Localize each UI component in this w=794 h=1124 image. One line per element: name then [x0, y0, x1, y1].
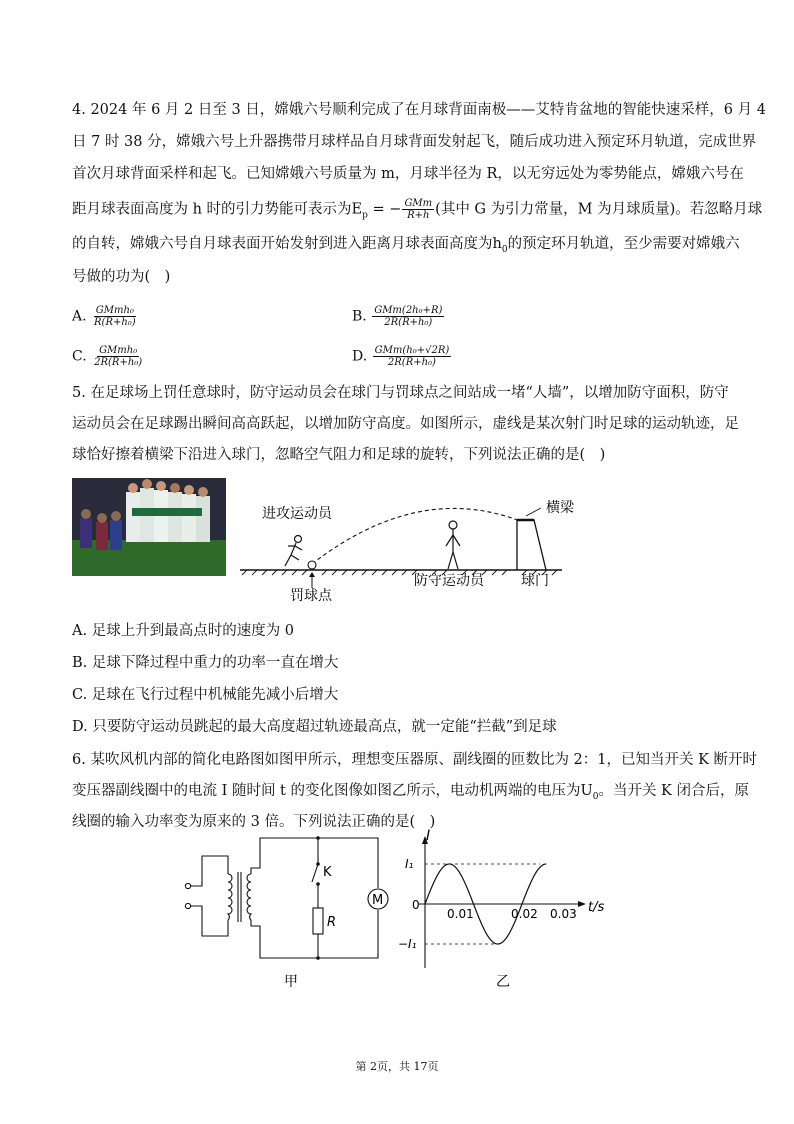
- q4-line-4-pre: 距月球表面高度为 h 时的引力势能可表示为E: [72, 201, 363, 218]
- q4-option-b-fraction: [372, 305, 444, 328]
- q4-potential-fraction: [402, 198, 434, 221]
- q6-line-2-post: 。当开关 K 闭合后，原: [598, 783, 750, 799]
- primary-terminal-top: [185, 883, 190, 888]
- q5-option-a[interactable]: A. 足球上升到最高点时的速度为 0: [72, 623, 295, 639]
- current-time-graph: [392, 826, 622, 994]
- q4-option-d[interactable]: [352, 345, 452, 368]
- junction-bottom: [316, 956, 320, 960]
- photo-attackers: [80, 509, 122, 550]
- q4-line-4: [72, 198, 762, 221]
- penalty-spot-arrowhead: [309, 572, 315, 577]
- switch-contact-bottom: [316, 882, 320, 886]
- q4-line-5: [72, 237, 740, 255]
- secondary-coil: [247, 874, 251, 920]
- circuit-diagram: [180, 834, 390, 994]
- tick-0-03: 0.03: [550, 907, 577, 921]
- primary-wire-top: [191, 856, 228, 886]
- q4-option-b[interactable]: [352, 305, 445, 328]
- q6-u0-sub: 0: [592, 791, 599, 802]
- attacker-label: 进攻运动员: [262, 506, 332, 522]
- tick-0-02: 0.02: [511, 907, 538, 921]
- x-axis-arrow: [578, 901, 586, 907]
- q5-line-1: 5. 在足球场上罚任意球时，防守运动员会在球门与罚球点之间站成一堵“人墙”，以增加防守面积，防守: [72, 385, 729, 401]
- q4-option-a-den: R(R+h₀): [94, 317, 136, 328]
- q4-option-b-num: GMm(2h₀+R): [374, 305, 443, 316]
- circuit-caption: 甲: [284, 974, 298, 990]
- q6-line-2: [72, 784, 749, 802]
- q4-eq: = −: [367, 201, 402, 218]
- q6-line-1: 6. 某吹风机内部的简化电路图如图甲所示，理想变压器原、副线圈的匝数比为 2：1，已知当开关 K 断开时: [72, 752, 758, 768]
- primary-wire-bottom: [191, 906, 228, 936]
- primary-coil: [228, 874, 232, 920]
- origin-label: 0: [412, 898, 420, 912]
- defender-label: 防守运动员: [414, 573, 484, 589]
- primary-terminal-bottom: [185, 903, 190, 908]
- goal-frame: [517, 520, 546, 570]
- photo-grass: [72, 540, 226, 576]
- motor-label: M: [372, 893, 384, 908]
- q4-option-d-num: GMm(h₀+√2R): [374, 345, 450, 356]
- q4-option-a-num: GMmh₀: [95, 305, 134, 316]
- q4-option-c[interactable]: [72, 345, 145, 368]
- q4-option-c-fraction: [92, 345, 144, 368]
- resistor-r: [313, 908, 323, 934]
- q4-line-5-pre: 的自转，嫦娥六号自月球表面开始发射到进入距离月球表面高度为h: [72, 236, 502, 252]
- y-axis-label: I: [426, 828, 431, 844]
- q4-line-2: 日 7 时 38 分，嫦娥六号上升器携带月球样品自月球背面发射起飞，随后成功进入预定环月轨道，完成世界: [72, 134, 757, 150]
- q4-option-c-den: 2R(R+h₀): [94, 357, 143, 368]
- q4-option-a-fraction: [92, 305, 138, 328]
- q5-option-b[interactable]: B. 足球下降过程中重力的功率一直在增大: [72, 655, 339, 671]
- q4-frac-den: R+h: [407, 210, 430, 221]
- ground-hatching: [242, 570, 557, 575]
- q4-option-d-den: 2R(R+h₀): [387, 357, 436, 368]
- switch-contact-top: [316, 862, 320, 866]
- junction-top: [316, 836, 320, 840]
- switch-k: [312, 864, 318, 882]
- trough-label: −I₁: [398, 937, 417, 951]
- q4-h0-sub: 0: [501, 244, 508, 255]
- switch-label: K: [323, 865, 332, 880]
- secondary-wire-top: [251, 838, 378, 888]
- ball-icon: [308, 561, 316, 569]
- q4-line-5-post: 的预定环月轨道，至少需要对嫦娥六: [507, 236, 740, 252]
- q4-line-4-post: (其中 G 为引力常量，M 为月球质量)。若忽略月球: [435, 201, 763, 218]
- graph-caption: 乙: [496, 974, 510, 990]
- q4-line-3: 首次月球背面采样和起飞。已知嫦娥六号质量为 m，月球半径为 R，以无穷远处为零势能点，嫦娥六号在: [72, 166, 744, 182]
- goal-label: 球门: [521, 573, 549, 589]
- q4-option-a[interactable]: [72, 305, 139, 328]
- penalty-spot-label: 罚球点: [290, 588, 332, 604]
- crossbar-label: 横梁: [546, 500, 574, 516]
- free-kick-diagram: [236, 488, 574, 604]
- q5-line-2: 运动员会在足球踢出瞬间高高跃起，以增加防守高度。如图所示，虚线是某次射门时足球的运动轨迹，足: [72, 416, 739, 432]
- x-axis-label: t/s: [588, 900, 605, 915]
- q4-option-a-label: A.: [72, 308, 87, 325]
- q4-frac-num: GMm: [404, 198, 433, 209]
- q5-option-c[interactable]: C. 足球在飞行过程中机械能先减小后增大: [72, 687, 339, 703]
- q5-option-d[interactable]: D. 只要防守运动员跳起的最大高度超过轨迹最高点，就一定能“拦截”到足球: [72, 719, 557, 735]
- ball-trajectory: [312, 508, 520, 564]
- tick-0-01: 0.01: [447, 907, 474, 921]
- q4-line-1: 4. 2024 年 6 月 2 日至 3 日，嫦娥六号顺利完成了在月球背面南极——艾特肯盆地的智能快速采样，6 月 4: [72, 102, 766, 118]
- q4-option-c-label: C.: [72, 348, 87, 365]
- q4-option-d-fraction: [373, 345, 452, 368]
- crossbar-leader: [526, 508, 541, 516]
- free-kick-photo: [72, 478, 226, 576]
- q6-line-2-pre: 变压器副线圈中的电流 I 随时间 t 的变化图像如图乙所示，电动机两端的电压为U: [72, 783, 593, 799]
- attacker-figure: [285, 536, 302, 567]
- q4-option-b-den: 2R(R+h₀): [384, 317, 433, 328]
- q4-option-d-label: D.: [352, 348, 368, 365]
- resistor-label: R: [327, 915, 337, 930]
- defender-figure: [446, 521, 460, 569]
- q4-ep-sub: p: [362, 210, 368, 221]
- q5-line-3: 球恰好擦着横梁下沿进入球门，忽略空气阻力和足球的旋转，下列说法正确的是( ): [72, 447, 606, 463]
- q4-option-c-num: GMmh₀: [99, 345, 138, 356]
- q6-line-3: 线圈的输入功率变为原来的 3 倍。下列说法正确的是( ): [72, 814, 436, 830]
- peak-label: I₁: [405, 857, 414, 871]
- page-footer: 第 2页，共 17页: [355, 1060, 439, 1073]
- q4-option-b-label: B.: [352, 308, 367, 325]
- q4-line-6: 号做的功为( ): [72, 269, 171, 285]
